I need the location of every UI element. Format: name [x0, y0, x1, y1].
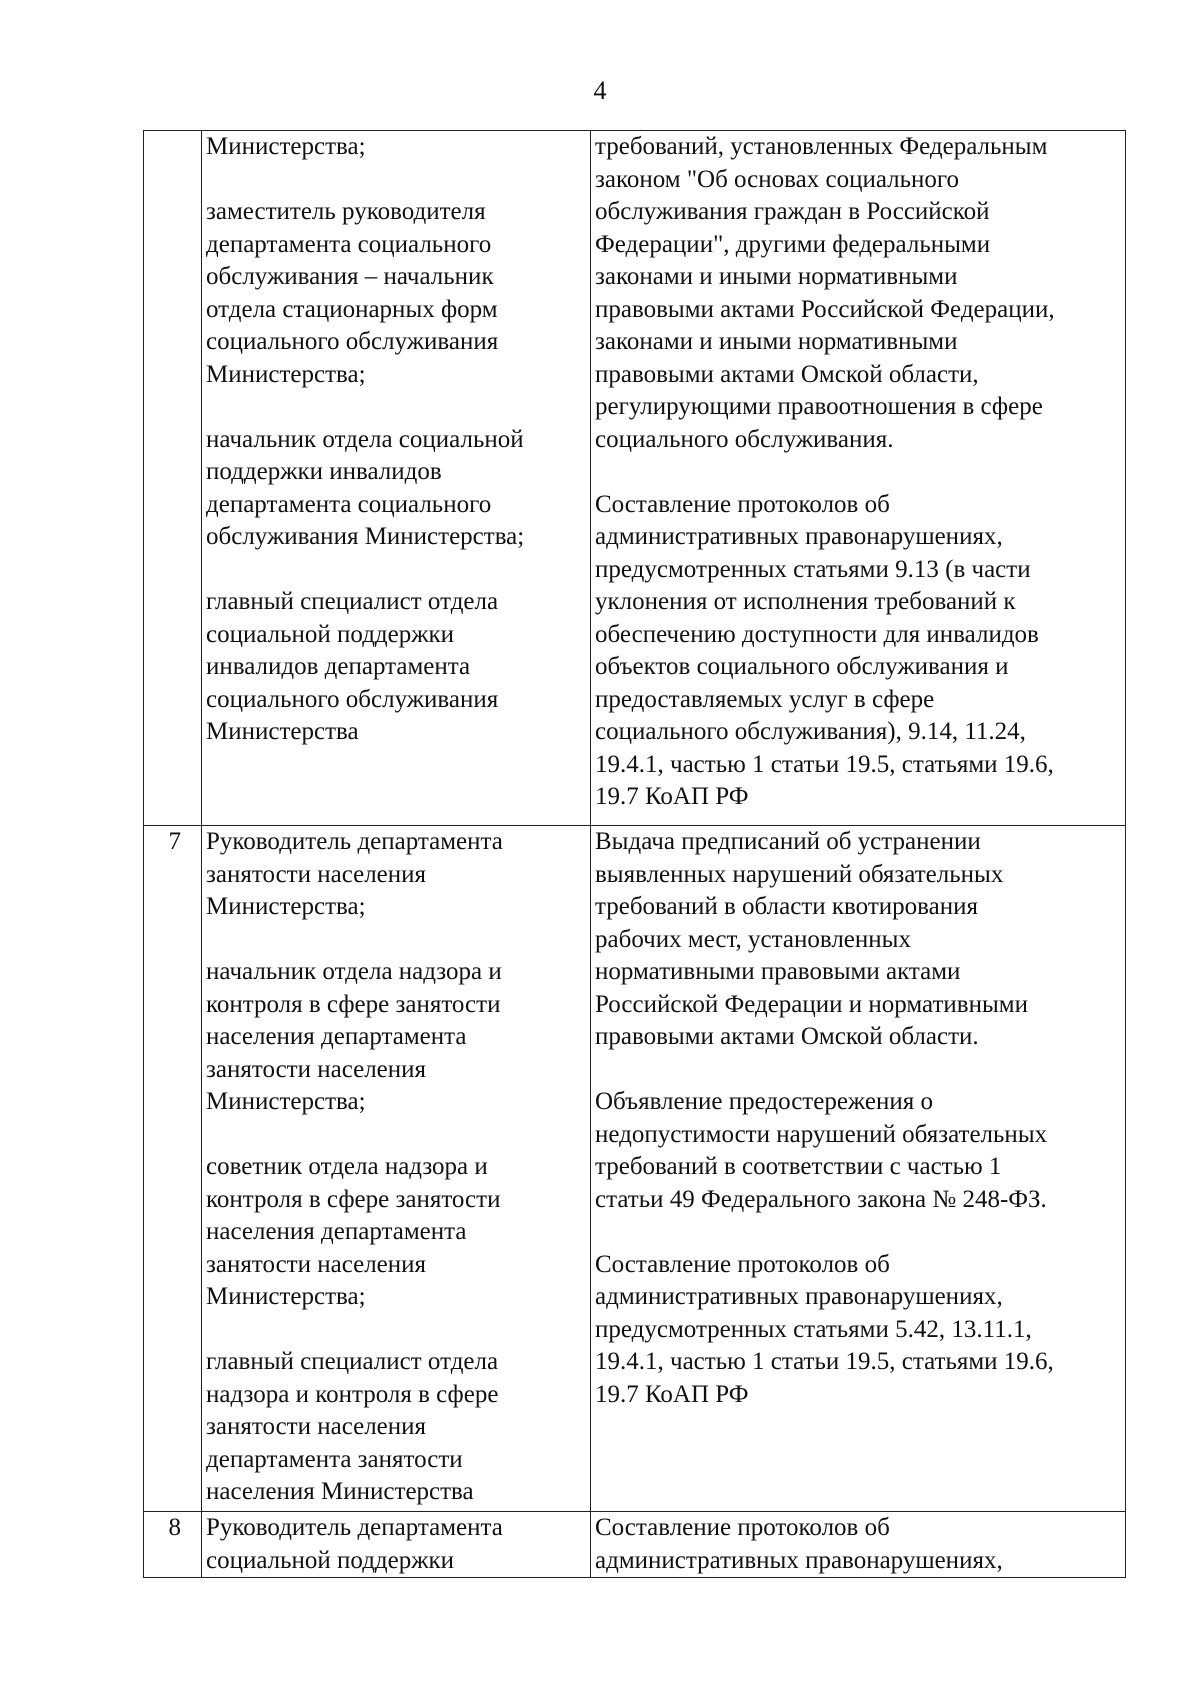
position-text: Руководитель департамента социальной поддержки	[206, 1514, 503, 1574]
positions-cell	[202, 1512, 591, 1578]
table-row	[144, 826, 1126, 1512]
position-text: начальник отдела социальной поддержки инвалидов департамента социального обслуживания Министерства;	[206, 425, 525, 550]
table-row	[144, 131, 1126, 826]
positions-cell	[202, 826, 591, 1512]
position-text: советник отдела надзора и контроля в сфере занятости населения департамента занятости населения Министерства;	[206, 1153, 501, 1310]
row-number	[144, 131, 202, 826]
position-text: главный специалист отдела социальной поддержки инвалидов департамента социального обслуживания Министерства	[206, 588, 499, 745]
powers-cell	[591, 826, 1126, 1512]
page-number: 4	[593, 76, 607, 105]
authority-table	[143, 130, 1126, 1578]
power-text: Составление протоколов об административных правонарушениях, предусмотренных статьями 5.42, 13.11.1, 19.4.1, частью 1 статьи 19.5, статьями 19.6, 19.7 КоАП РФ	[595, 1250, 1054, 1408]
position-text: Руководитель департамента занятости населения Министерства;	[206, 828, 503, 920]
power-text: Составление протоколов об административных правонарушениях,	[595, 1514, 1003, 1574]
row-number: 8	[144, 1512, 202, 1578]
power-text: Выдача предписаний об устранении выявленных нарушений обязательных требований в области квотирования рабочих мест, установленных нормативными правовыми актами Российской Федерации и нормативными правовыми актами Омской области.	[595, 828, 1028, 1050]
power-text: требований, установленных Федеральным законом "Об основах социального обслуживания граждан в Российской Федерации", другими федеральными законами и иными нормативными правовыми актами Российской Федерации, законами и иными нормативными правовыми актами Омской области, регулирующими правоотношения в сфере социального обслуживания.	[595, 133, 1055, 453]
position-text: заместитель руководителя департамента социального обслуживания – начальник отдела стационарных форм социального обслуживания Министерства;	[206, 198, 499, 388]
position-text: главный специалист отдела надзора и контроля в сфере занятости населения департамента занятости населения Министерства	[206, 1348, 499, 1505]
positions-cell	[202, 131, 591, 826]
powers-cell	[591, 1512, 1126, 1578]
position-text: начальник отдела надзора и контроля в сфере занятости населения департамента занятости населения Министерства;	[206, 958, 502, 1115]
powers-cell	[591, 131, 1126, 826]
table-row	[144, 1512, 1126, 1578]
power-text: Составление протоколов об административных правонарушениях, предусмотренных статьями 9.13 (в части уклонения от исполнения требований к обеспечению доступности для инвалидов объектов социального обслуживания и предоставляемых услуг в сфере социального обслуживания), 9.14, 11.24, 19.4.1, частью 1 статьи 19.5, статьями 19.6, 19.7 КоАП РФ	[595, 490, 1054, 810]
row-number: 7	[144, 826, 202, 1512]
power-text: Объявление предостережения о недопустимости нарушений обязательных требований в соответствии с частью 1 статьи 49 Федерального закона № 248-ФЗ.	[595, 1088, 1048, 1213]
position-text: Министерства;	[206, 133, 366, 160]
